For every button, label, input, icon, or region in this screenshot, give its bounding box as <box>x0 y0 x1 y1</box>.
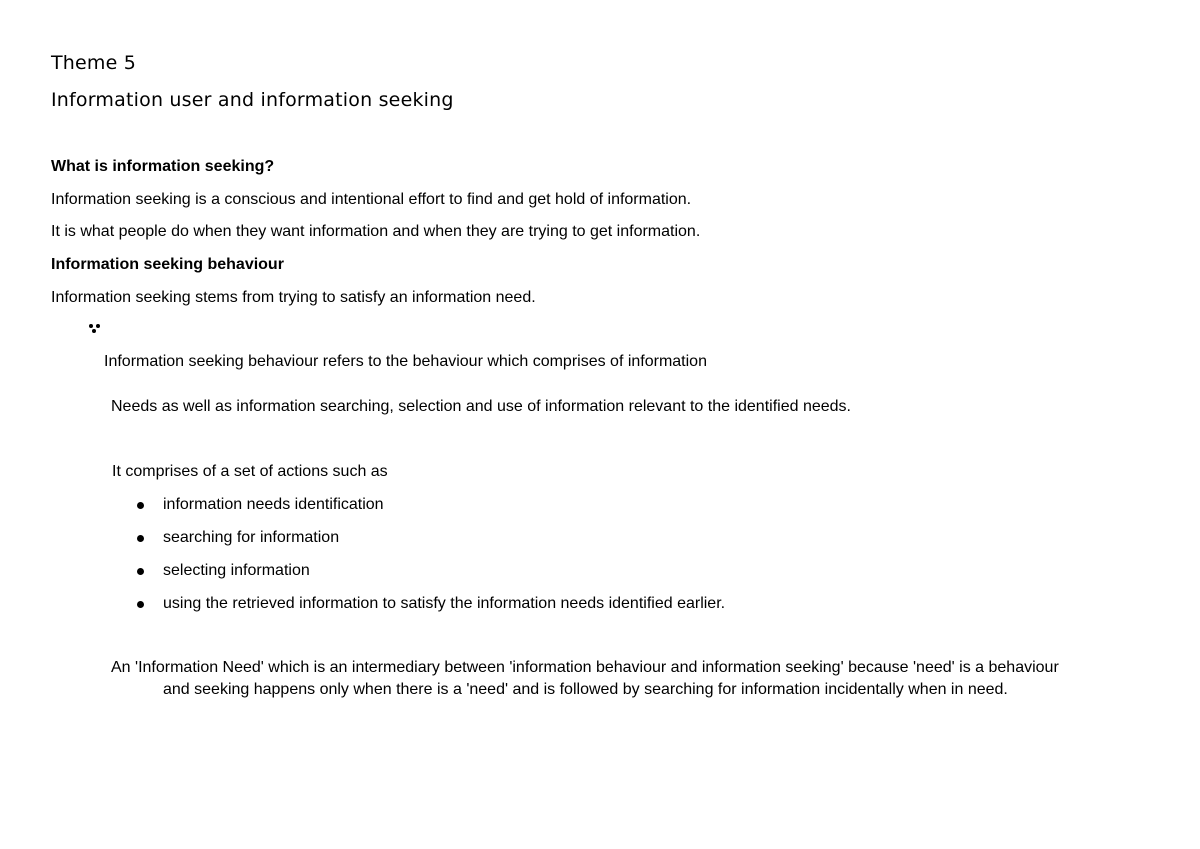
actions-intro: It comprises of a set of actions such as <box>112 463 388 480</box>
theme-label: Theme 5 <box>51 52 137 74</box>
bullet-icon <box>137 535 144 542</box>
section-heading-what-is-information-seeking: What is information seeking? <box>51 158 275 175</box>
list-item-label: using the retrieved information to satisfy the information needs identified earlier. <box>163 595 726 612</box>
three-dots-icon <box>89 324 101 334</box>
definition-line-2: It is what people do when they want information and when they are trying to get information. <box>51 223 701 240</box>
behaviour-paragraph-2: Needs as well as information searching, selection and use of information relevant to the identified needs. <box>111 398 851 415</box>
list-item-label: searching for information <box>163 529 340 546</box>
section-heading-information-seeking-behaviour: Information seeking behaviour <box>51 256 284 273</box>
bullet-icon <box>137 601 144 608</box>
list-item-label: selecting information <box>163 562 310 579</box>
information-need-paragraph-line-1: An 'Information Need' which is an intermediary between 'information behaviour and information seeking' because 'need' is a behaviour <box>111 659 1059 676</box>
definition-line-1: Information seeking is a conscious and intentional effort to find and get hold of information. <box>51 191 692 208</box>
document-subtitle: Information user and information seeking <box>51 89 454 111</box>
information-need-paragraph-line-2: and seeking happens only when there is a 'need' and is followed by searching for information incidentally when in need. <box>163 681 1008 698</box>
list-item-label: information needs identification <box>163 496 384 513</box>
bullet-icon <box>137 502 144 509</box>
behaviour-paragraph-1: Information seeking behaviour refers to the behaviour which comprises of information <box>104 353 707 370</box>
bullet-icon <box>137 568 144 575</box>
behaviour-intro-line: Information seeking stems from trying to satisfy an information need. <box>51 289 536 306</box>
